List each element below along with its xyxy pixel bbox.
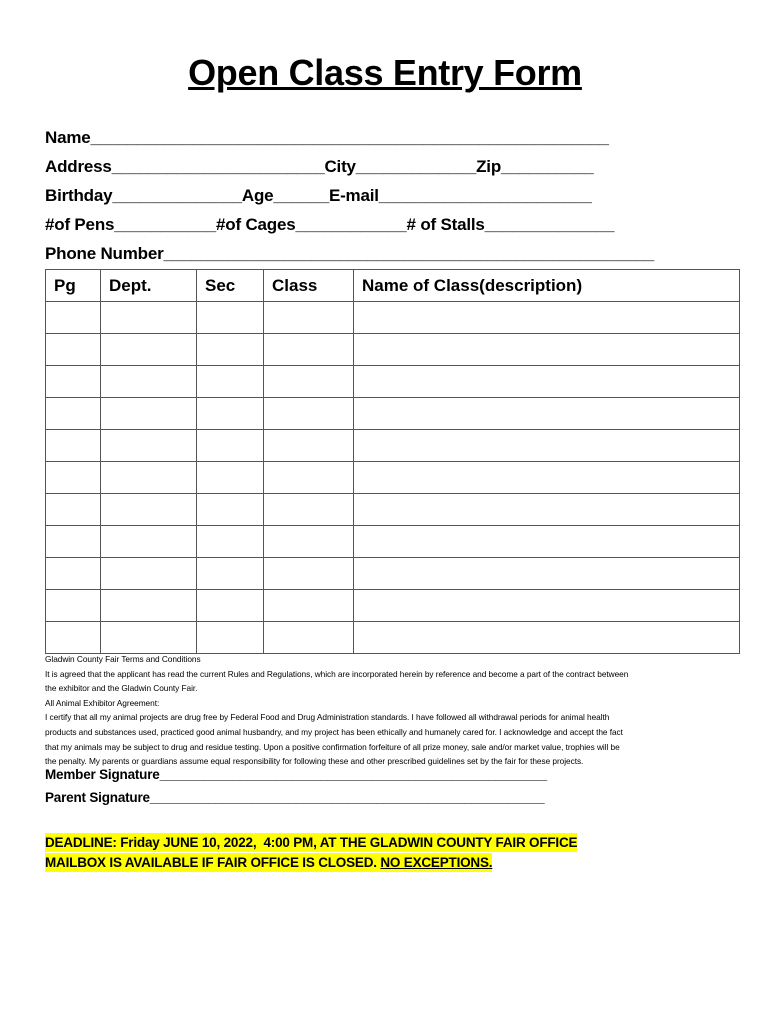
table-cell[interactable] — [354, 430, 740, 462]
table-cell[interactable] — [197, 302, 264, 334]
table-cell[interactable] — [197, 590, 264, 622]
mailbox-notice-text: MAILBOX IS AVAILABLE IF FAIR OFFICE IS CLOSED. — [45, 855, 381, 870]
table-row — [46, 398, 740, 430]
phone-number-line[interactable]: Phone Number_____________________________________________________ — [45, 244, 654, 263]
table-header-row — [46, 270, 740, 302]
column-header-dept: Dept. — [101, 270, 197, 302]
terms-and-conditions — [45, 652, 735, 769]
table-cell[interactable] — [264, 398, 354, 430]
address-city-zip-line[interactable]: Address_______________________City_____________Zip__________ — [45, 157, 594, 176]
table-cell[interactable] — [101, 526, 197, 558]
table-cell[interactable] — [46, 334, 101, 366]
table-cell[interactable] — [354, 398, 740, 430]
table-cell[interactable] — [264, 462, 354, 494]
table-cell[interactable] — [101, 462, 197, 494]
table-row — [46, 622, 740, 654]
table-cell[interactable] — [264, 590, 354, 622]
table-cell[interactable] — [101, 622, 197, 654]
table-cell[interactable] — [101, 398, 197, 430]
table-cell[interactable] — [264, 302, 354, 334]
table-cell[interactable] — [101, 430, 197, 462]
table-cell[interactable] — [264, 558, 354, 590]
table-cell[interactable] — [46, 462, 101, 494]
table-cell[interactable] — [46, 622, 101, 654]
table-row — [46, 494, 740, 526]
table-cell[interactable] — [101, 558, 197, 590]
table-cell[interactable] — [46, 590, 101, 622]
table-cell[interactable] — [197, 622, 264, 654]
deadline-notice: DEADLINE: Friday JUNE 10, 2022, 4:00 PM, AT THE GLADWIN COUNTY FAIR OFFICE — [45, 835, 578, 850]
table-cell[interactable] — [197, 526, 264, 558]
agreement-paragraph-line: I certify that all my animal projects are drug free by Federal Food and Drug Administration standards. I have followed all withdrawal periods for animal health — [45, 712, 610, 723]
table-cell[interactable] — [101, 366, 197, 398]
table-cell[interactable] — [354, 366, 740, 398]
table-cell[interactable] — [197, 462, 264, 494]
pens-cages-stalls-line[interactable]: #of Pens___________#of Cages____________# of Stalls______________ — [45, 215, 615, 234]
table-cell[interactable] — [354, 302, 740, 334]
table-cell[interactable] — [46, 302, 101, 334]
table-row — [46, 558, 740, 590]
table-cell[interactable] — [101, 302, 197, 334]
table-cell[interactable] — [46, 430, 101, 462]
table-cell[interactable] — [46, 558, 101, 590]
table-cell[interactable] — [197, 494, 264, 526]
table-row — [46, 366, 740, 398]
table-row — [46, 526, 740, 558]
birthday-age-email-line[interactable]: Birthday______________Age______E-mail_______________________ — [45, 186, 592, 205]
column-header-sec: Sec — [197, 270, 264, 302]
column-header-pg: Pg — [46, 270, 101, 302]
agreement-paragraph-line: that my animals may be subject to drug and residue testing. Upon a positive confirmation forfeiture of all prize money, sale and/or market value, trophies will be — [45, 741, 620, 752]
table-cell[interactable] — [354, 334, 740, 366]
table-cell[interactable] — [264, 430, 354, 462]
table-cell[interactable] — [46, 526, 101, 558]
table-cell[interactable] — [354, 494, 740, 526]
table-cell[interactable] — [354, 462, 740, 494]
table-row — [46, 590, 740, 622]
name-field-line[interactable]: Name________________________________________________________ — [45, 128, 609, 147]
member-signature-line[interactable]: Member Signature_____________________________________________________ — [45, 767, 547, 782]
no-exceptions-emphasis: NO EXCEPTIONS. — [380, 855, 493, 870]
table-cell[interactable] — [46, 494, 101, 526]
table-cell[interactable] — [197, 334, 264, 366]
agreement-paragraph-line: products and substances used, practiced good animal husbandry, and my project has been ethically and humanely cared for. I acknowledge and accept the fact — [45, 726, 623, 737]
agreement-paragraph-line: the penalty. My parents or guardians assume equal responsibility for following these and other prescribed guidelines set by the fair for these projects. — [45, 756, 584, 767]
table-cell[interactable] — [264, 494, 354, 526]
entry-table — [45, 269, 740, 654]
table-cell[interactable] — [197, 366, 264, 398]
form-title: Open Class Entry Form — [188, 52, 582, 93]
table-cell[interactable] — [101, 494, 197, 526]
table-cell[interactable] — [197, 398, 264, 430]
table-cell[interactable] — [101, 590, 197, 622]
column-header-class: Class — [264, 270, 354, 302]
table-cell[interactable] — [264, 366, 354, 398]
table-cell[interactable] — [264, 334, 354, 366]
column-header-name-of-class: Name of Class(description) — [354, 270, 740, 302]
table-row — [46, 462, 740, 494]
table-cell[interactable] — [354, 590, 740, 622]
table-cell[interactable] — [264, 622, 354, 654]
table-cell[interactable] — [354, 526, 740, 558]
table-cell[interactable] — [101, 334, 197, 366]
terms-heading: Gladwin County Fair Terms and Conditions — [45, 654, 201, 664]
mailbox-notice — [45, 853, 492, 872]
table-cell[interactable] — [354, 558, 740, 590]
terms-paragraph-line: It is agreed that the applicant has read the current Rules and Regulations, which are incorporated herein by reference and become a part of the contract between — [45, 668, 629, 679]
table-cell[interactable] — [264, 526, 354, 558]
table-cell[interactable] — [354, 622, 740, 654]
table-cell[interactable] — [46, 398, 101, 430]
table-row — [46, 430, 740, 462]
table-row — [46, 334, 740, 366]
table-row — [46, 302, 740, 334]
table-cell[interactable] — [197, 558, 264, 590]
agreement-heading: All Animal Exhibitor Agreement: — [45, 697, 160, 708]
terms-paragraph-line: the exhibitor and the Gladwin County Fair. — [45, 683, 198, 694]
parent-signature-line[interactable]: Parent Signature______________________________________________________ — [45, 790, 545, 805]
table-cell[interactable] — [46, 366, 101, 398]
table-cell[interactable] — [197, 430, 264, 462]
